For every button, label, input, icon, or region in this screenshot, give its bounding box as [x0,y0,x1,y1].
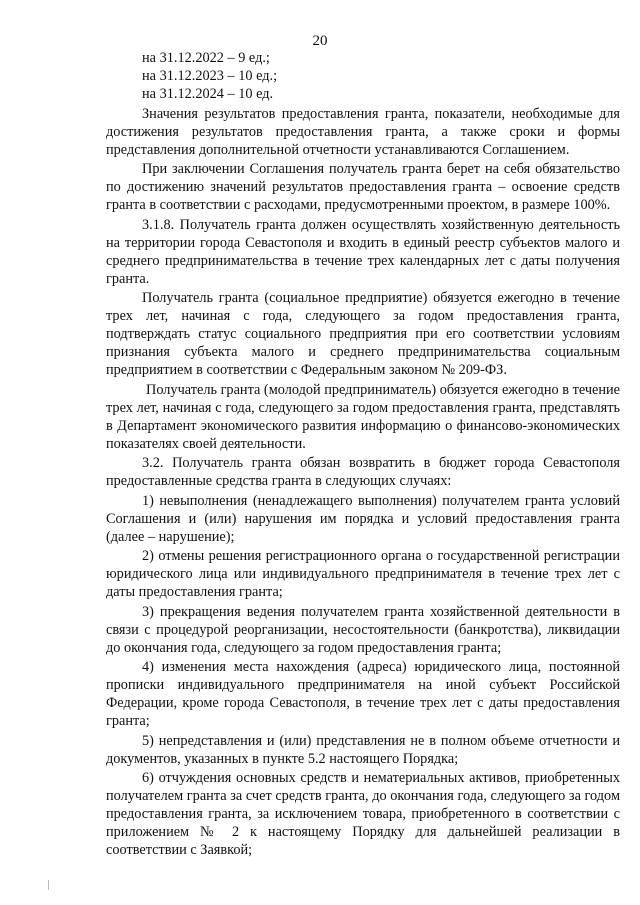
paragraph-3-2: 3.2. Получатель гранта обязан возвратить в бюджет города Севастополя предоставленные средства гранта в следующих случаях: [106,455,620,489]
list-item-2: 2) отмены решения регистрационного органа о государственной регистрации юридического лица или индивидуального предпринимателя в течение трех лет с даты предоставления гранта; [106,548,620,600]
list-item-3: 3) прекращения ведения получателем гранта хозяйственной деятельности в связи с процедурой реорганизации, несостоятельности (банкротства), ликвидации до окончания года, следующего за годом предоставления гранта; [106,603,620,656]
scan-margin-mark [48,880,57,890]
paragraph-3-1-8: 3.1.8. Получатель гранта должен осуществлять хозяйственную деятельность на территории города Севастополя и входить в единый реестр субъектов малого и среднего предпринимательства в течение трех календарных лет с даты получения гранта. [106,216,620,287]
paragraph-young-entrepreneur: Получатель гранта (молодой предприниматель) обязуется ежегодно в течение трех лет, начиная с года, следующего за годом предоставления гранта, представлять в Департамент экономического развития информацию о финансово-экономических показателях своей деятельности. [106,381,620,452]
result-line-2024: на 31.12.2024 – 10 ед. [142,86,274,102]
paragraph-social-enterprise: Получатель гранта (социальное предприятие) обязуется ежегодно в течение трех лет, начиная с года, следующего за годом предоставления гранта, подтверждать статус социального предприятия при его соответствии условиям признания субъекта малого и среднего предпринимательства социальным предприятием в соответствии с Федеральным законом № 209-ФЗ. [106,290,620,378]
page-body [106,49,620,859]
list-item-5: 5) непредставления и (или) представления не в полном объеме отчетности и документов, указанных в пункте 5.2 настоящего Порядка; [106,732,620,767]
result-line-2022: на 31.12.2022 – 9 ед.; [142,50,270,66]
paragraph-agreement-obligation: При заключении Соглашения получатель гранта берет на себя обязательство по достижению значений результатов предоставления гранта – освоение средств гранта в соответствии с расходами, предусмотренными проектом, в размере 100%. [106,161,620,213]
result-line-2023: на 31.12.2023 – 10 ед.; [142,68,278,84]
list-item-6: 6) отчуждения основных средств и нематериальных активов, приобретенных получателем гранта за счет средств гранта, до окончания года, следующего за годом предоставления гранта, за исключением товара, приобретенного в соответствии с приложением № 2 к настоящему Порядку для дальнейшей реализации в соответствии с Заявкой; [106,770,620,858]
page-number: 20 [312,33,328,49]
list-item-4: 4) изменения места нахождения (адреса) юридического лица, постоянной прописки индивидуального предпринимателя на иной субъект Российской Федерации, кроме города Севастополя, в течение трех лет с даты предоставления гранта; [106,659,620,729]
paragraph-result-values: Значения результатов предоставления гранта, показатели, необходимые для достижения результатов предоставления гранта, а также сроки и формы представления дополнительной отчетности устанавливаются Соглашением. [106,105,620,158]
list-item-1: 1) невыполнения (ненадлежащего выполнения) получателем гранта условий Соглашения и (или) нарушения им порядка и условий предоставления гранта (далее – нарушение); [106,492,620,545]
